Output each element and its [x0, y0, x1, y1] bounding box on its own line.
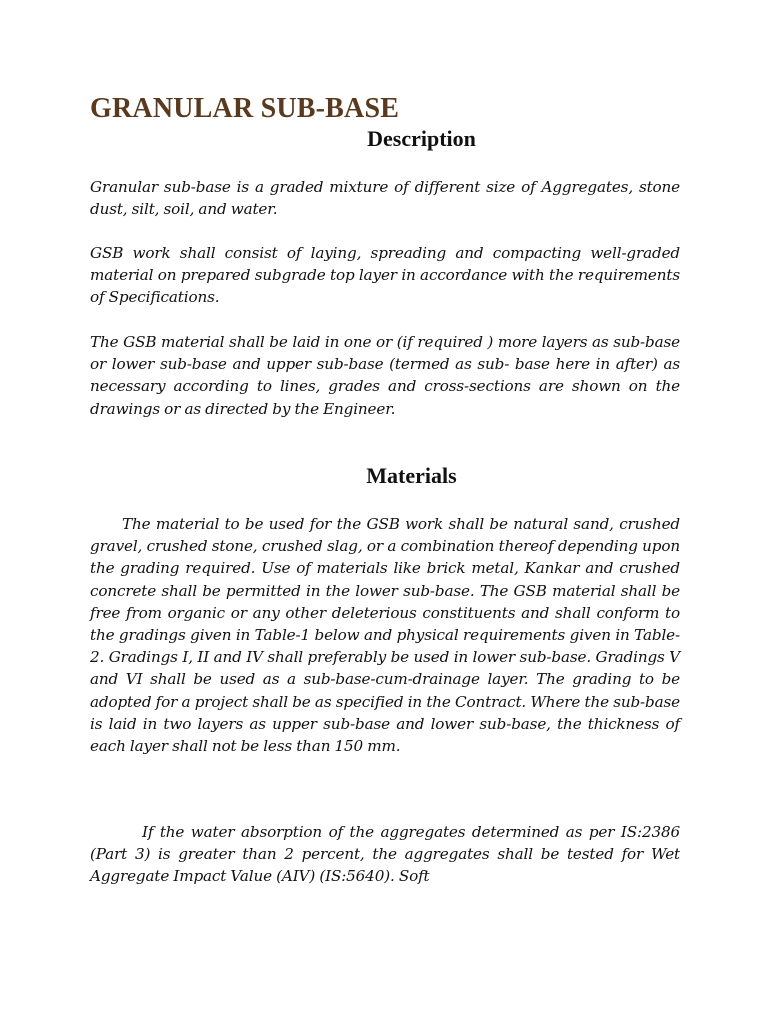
materials-paragraph-1: The material to be used for the GSB work shall be natural sand, crushed gravel, crushed stone, crushed slag, or a combination thereof depending upon the grading required. Use of materials like brick metal, Kankar and crushed concrete shall be permitted in the lower sub-base. The GSB material shall be free from organic or any other deleterious constituents and shall conform to the gradings given in Table-1 below and physical requirements given in Table-2. Gradings I, II and IV shall preferably be used in lower sub-base. Gradings V and VI shall be used as a sub-base-cum-drainage layer. The grading to be adopted for a project shall be as specified in the Contract. Where the sub-base is laid in two layers as upper sub-base and lower sub-base, the thickness of each layer shall not be less than 150 mm. — [90, 515, 680, 756]
document-title: GRANULAR SUB-BASE — [90, 93, 400, 124]
description-paragraph-1: Granular sub-base is a graded mixture of different size of Aggregates, stone dust, silt, soil, and water. — [90, 178, 680, 219]
materials-paragraph-2: If the water absorption of the aggregates determined as per IS:2386 (Part 3) is greater than 2 percent, the aggregates shall be tested for Wet Aggregate Impact Value (AIV) (IS:5640). Soft — [90, 823, 680, 886]
section-heading-description: Description — [367, 126, 476, 151]
section-heading-materials: Materials — [366, 463, 457, 488]
description-paragraph-3: The GSB material shall be laid in one or (if required ) more layers as sub-base or lower sub-base and upper sub-base (termed as sub- base here in after) as necessary according to lines, grades and cross-sections are shown on the drawings or as directed by the Engineer. — [90, 333, 680, 418]
description-paragraph-2: GSB work shall consist of laying, spreading and compacting well-graded material on prepared subgrade top layer in accordance with the requirements of Specifications. — [90, 244, 680, 307]
